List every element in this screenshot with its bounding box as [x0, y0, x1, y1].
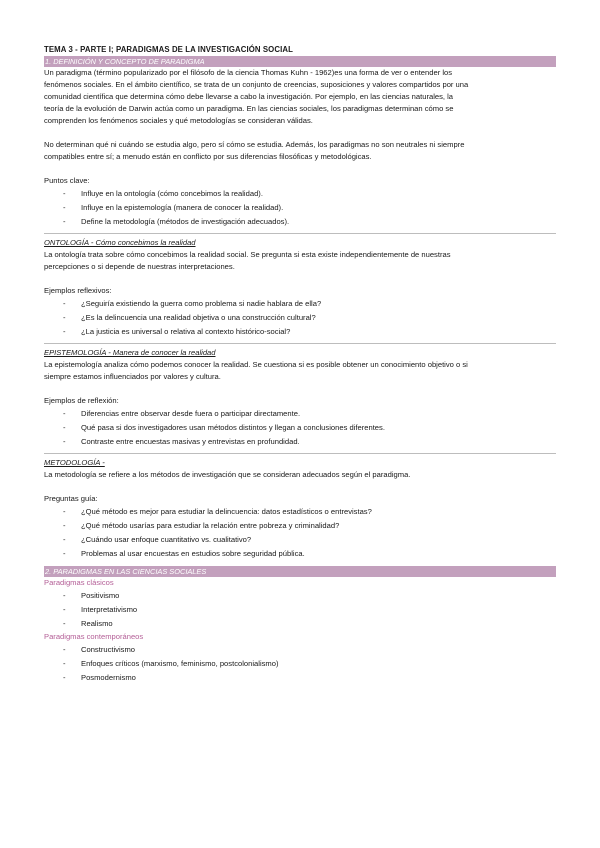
epistemologia-examples-label: Ejemplos de reflexión:	[44, 396, 119, 405]
list-item: - ¿Seguiría existiendo la guerra como problema si nadie hablara de ella?	[44, 297, 556, 311]
list-item: - ¿Qué método es mejor para estudiar la delincuencia: datos estadísticos o entrevistas?	[44, 505, 556, 519]
list-item: - Influye en la ontología (cómo concebimos la realidad).	[44, 187, 556, 201]
text-line: compatibles entre sí; a menudo están en conflicto por sus diferencias filosóficas y metodológicas.	[44, 152, 372, 161]
text-line: No determinan qué ni cuándo se estudia algo, pero sí cómo se estudia. Además, los paradigmas no son neutrales ni siempre	[44, 140, 465, 149]
contemporary-paradigms-list	[44, 643, 556, 685]
list-item: - Define la metodología (métodos de investigación adecuados).	[44, 215, 556, 229]
list-item: - Influye en la epistemología (manera de conocer la realidad).	[44, 201, 556, 215]
list-item: - Constructivismo	[44, 643, 556, 657]
section-1-paragraph-2	[44, 139, 556, 163]
divider	[44, 343, 556, 344]
list-item: - Diferencias entre observar desde fuera o participar directamente.	[44, 407, 556, 421]
contemporary-paradigms-label: Paradigmas contemporáneos	[44, 632, 144, 641]
ontologia-heading: ONTOLOGÍA - Cómo concebimos la realidad	[44, 238, 196, 247]
text-line: La ontología trata sobre cómo concebimos la realidad social. Se pregunta si esta existe independientemente de nuestras	[44, 250, 451, 259]
epistemologia-heading: EPISTEMOLOGÍA - Manera de conocer la realidad	[44, 348, 216, 357]
key-points-label: Puntos clave:	[44, 176, 90, 185]
classic-paradigms-label: Paradigmas clásicos	[44, 578, 114, 587]
classic-paradigms-list	[44, 589, 556, 631]
list-item: - ¿Es la delincuencia una realidad objetiva o una construcción cultural?	[44, 311, 556, 325]
list-item: - ¿Cuándo usar enfoque cuantitativo vs. cualitativo?	[44, 533, 556, 547]
ontologia-paragraph	[44, 249, 556, 273]
text-line: Un paradigma (término popularizado por el filósofo de la ciencia Thomas Kuhn - 1962)es una forma de ver o entender los	[44, 68, 453, 77]
list-item: - Qué pasa si dos investigadores usan métodos distintos y llegan a conclusiones diferentes.	[44, 421, 556, 435]
text-line: La epistemología analiza cómo podemos conocer la realidad. Se cuestiona si es posible obtener un conocimiento objetivo o si	[44, 360, 468, 369]
list-item: - ¿Qué método usarías para estudiar la relación entre pobreza y criminalidad?	[44, 519, 556, 533]
section-1-heading: 1. DEFINICIÓN Y CONCEPTO DE PARADIGMA	[44, 56, 556, 67]
divider	[44, 453, 556, 454]
section-1-paragraph-1	[44, 67, 556, 127]
text-line: teoría de la evolución de Darwin actúa como un paradigma. En las ciencias sociales, los paradigmas determinan cómo se	[44, 104, 454, 113]
text-line: comprenden los fenómenos sociales y qué metodologías se consideran válidas.	[44, 116, 313, 125]
text-line: percepciones o si depende de nuestras interpretaciones.	[44, 262, 235, 271]
divider	[44, 233, 556, 234]
list-item: - Enfoques críticos (marxismo, feminismo, postcolonialismo)	[44, 657, 556, 671]
section-2-heading: 2. PARADIGMAS EN LAS CIENCIAS SOCIALES	[44, 566, 556, 577]
metodologia-questions-list	[44, 505, 556, 561]
metodologia-heading: METODOLOGÍA -	[44, 458, 105, 467]
list-item: - Positivismo	[44, 589, 556, 603]
list-item: - Contraste entre encuestas masivas y entrevistas en profundidad.	[44, 435, 556, 449]
list-item: - Interpretativismo	[44, 603, 556, 617]
epistemologia-examples-list	[44, 407, 556, 449]
ontologia-examples-list	[44, 297, 556, 339]
list-item: - Posmodernismo	[44, 671, 556, 685]
key-points-list	[44, 187, 556, 229]
list-item: - ¿La justicia es universal o relativa al contexto histórico-social?	[44, 325, 556, 339]
document-title: TEMA 3 - PARTE I; PARADIGMAS DE LA INVESTIGACIÓN SOCIAL	[44, 45, 293, 54]
text-line: siempre estamos influenciados por valores y cultura.	[44, 372, 221, 381]
metodologia-paragraph: La metodología se refiere a los métodos de investigación que se consideran adecuados según el paradigma.	[44, 470, 411, 479]
metodologia-questions-label: Preguntas guía:	[44, 494, 98, 503]
ontologia-examples-label: Ejemplos reflexivos:	[44, 286, 112, 295]
text-line: fenómenos sociales. En el ámbito científico, se trata de un conjunto de creencias, suposiciones y valores compartidos por una	[44, 80, 469, 89]
list-item: - Realismo	[44, 617, 556, 631]
epistemologia-paragraph	[44, 359, 556, 383]
text-line: comunidad científica que determina cómo debe llevarse a cabo la investigación. Por ejemplo, en las ciencias naturales, la	[44, 92, 454, 101]
document-page	[44, 44, 556, 685]
list-item: - Problemas al usar encuestas en estudios sobre seguridad pública.	[44, 547, 556, 561]
